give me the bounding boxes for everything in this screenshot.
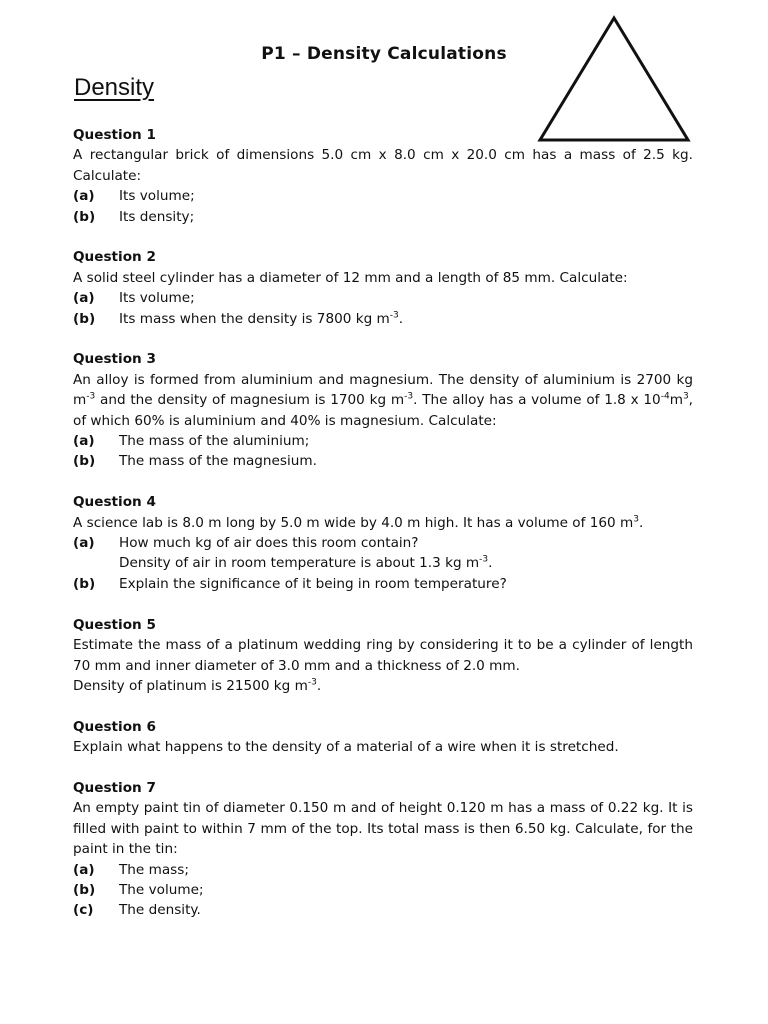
question-part [73, 431, 693, 451]
part-text-main: Its mass when the density is 7800 kg m [119, 310, 390, 327]
text-segment: . [638, 514, 644, 531]
question-text [73, 513, 693, 533]
exponent: 3 [633, 514, 639, 525]
question-part [73, 288, 693, 308]
question-4 [73, 492, 693, 594]
question-heading: Question 5 [73, 616, 156, 633]
part-label: (c) [73, 902, 94, 919]
part-label: (a) [73, 433, 95, 450]
part-label: (a) [73, 861, 95, 878]
question-part [73, 207, 693, 227]
question-part [73, 533, 693, 553]
part-label: (b) [73, 453, 96, 470]
question-2 [73, 247, 693, 329]
part-text: Its density; [119, 208, 195, 225]
question-text: Explain what happens to the density of a material of a wire when it is stretched. [73, 739, 619, 756]
part-label: (b) [73, 881, 96, 898]
text-segment: An alloy is formed from aluminium and magnesium. The density of aluminium is 2700 kg m [73, 371, 693, 409]
question-1 [73, 125, 693, 227]
text-segment: . The alloy has a volume of 1.8 x 10 [413, 392, 661, 409]
part-text: Its volume; [119, 188, 195, 205]
question-part [73, 186, 693, 206]
part-text: Its volume; [119, 290, 195, 307]
question-text: A solid steel cylinder has a diameter of 12 mm and a length of 85 mm. Calculate: [73, 269, 628, 286]
question-6 [73, 717, 693, 758]
part-text: The density. [119, 902, 201, 919]
part-text: Explain the significance of it being in room temperature? [119, 575, 507, 592]
question-heading: Question 3 [73, 351, 156, 368]
question-part [73, 451, 693, 471]
part-label: (b) [73, 208, 96, 225]
question-3 [73, 349, 693, 471]
part-label: (b) [73, 575, 96, 592]
question-heading: Question 1 [73, 127, 156, 143]
part-note [73, 553, 693, 573]
question-heading: Question 4 [73, 494, 156, 511]
text-segment: and the density of magnesium is 1700 kg m [95, 392, 405, 409]
part-label: (a) [73, 535, 95, 552]
question-heading: Question 7 [73, 779, 156, 796]
exponent: 3 [682, 391, 689, 402]
exponent: -3 [479, 554, 489, 565]
question-heading: Question 6 [73, 718, 156, 735]
part-text: The volume; [119, 881, 204, 898]
questions-list [73, 125, 693, 941]
part-text: The mass of the aluminium; [119, 433, 310, 450]
question-text: An empty paint tin of diameter 0.150 m and of height 0.120 m has a mass of 0.22 kg. It is filled with paint to within 7 mm of the top. Its total mass is then 6.50 kg. Calculate, for the paint in the tin: [73, 800, 693, 858]
question-text: A rectangular brick of dimensions 5.0 cm x 8.0 cm x 20.0 cm has a mass of 2.5 kg. Calculate: [73, 147, 693, 184]
text-segment: Density of platinum is 21500 kg m [73, 677, 308, 694]
part-text: How much kg of air does this room contain? [119, 535, 419, 552]
question-part [73, 309, 693, 329]
part-label: (a) [73, 188, 95, 205]
exponent: -3 [307, 677, 317, 688]
text-segment: Density of air in room temperature is about 1.3 kg m [119, 555, 480, 572]
exponent: -3 [86, 391, 96, 402]
exponent: -3 [389, 310, 399, 321]
part-label: (b) [73, 310, 96, 327]
text-segment: m [669, 392, 683, 409]
page-title: P1 – Density Calculations [261, 44, 507, 64]
part-text: The mass of the magnesium. [119, 453, 317, 470]
text-segment: . [316, 677, 322, 694]
text-segment: , of which 60% is aluminium and 40% is magnesium. Calculate: [73, 392, 693, 429]
text-segment: . [488, 555, 493, 572]
question-part [73, 574, 693, 594]
question-text [73, 370, 693, 431]
exponent: -3 [404, 391, 414, 402]
text-segment: A science lab is 8.0 m long by 5.0 m wide by 4.0 m high. It has a volume of 160 m [73, 514, 634, 531]
section-heading: Density [74, 74, 155, 101]
part-text [119, 309, 693, 329]
part-text: The mass; [119, 861, 189, 878]
question-heading: Question 2 [73, 249, 156, 266]
question-part [73, 900, 693, 920]
part-label: (a) [73, 290, 95, 307]
question-part [73, 880, 693, 900]
question-part [73, 860, 693, 880]
question-5 [73, 615, 693, 697]
question-note [73, 676, 693, 696]
exponent: -4 [660, 391, 670, 402]
question-7 [73, 778, 693, 921]
question-text: Estimate the mass of a platinum wedding ring by considering it to be a cylinder of length 70 mm and inner diameter of 3.0 mm and a thickness of 2.0 mm. [73, 637, 693, 674]
part-text-end: . [398, 310, 404, 327]
